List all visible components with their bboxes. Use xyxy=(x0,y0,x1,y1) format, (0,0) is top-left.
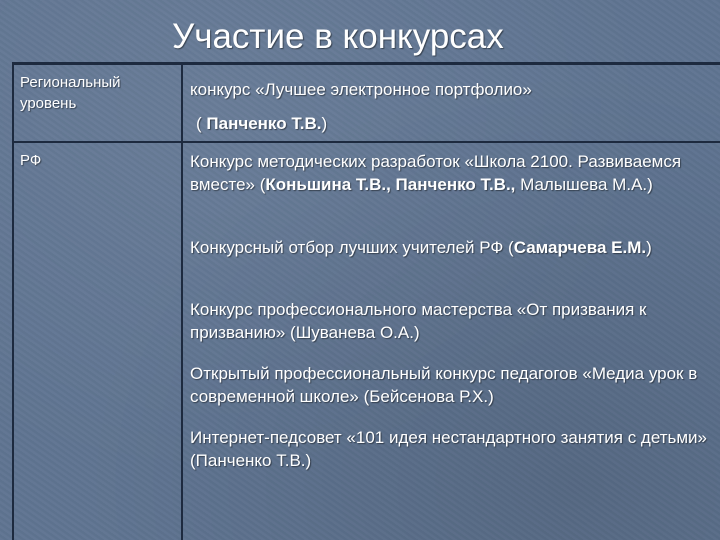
table-border-left xyxy=(12,62,14,540)
entry-methodical-contest xyxy=(190,150,715,196)
entry-best-teachers xyxy=(190,236,715,259)
table-border-top xyxy=(12,62,720,65)
entry-text: ) xyxy=(321,114,328,133)
entry-professional-mastery xyxy=(190,298,715,344)
page-title: Участие в конкурсах xyxy=(172,17,504,56)
entry-media-lesson xyxy=(190,362,715,408)
entry-text: Конкурсный отбор лучших учителей РФ ( xyxy=(190,238,514,257)
entry-text: конкурс «Лучшее электронное портфолио» xyxy=(190,80,532,99)
entry-text: Открытый профессиональный конкурс педагогов «Медиа урок в современной школе» (Бейсенова Р.Х.) xyxy=(190,364,698,406)
participant-name: Самарчева Е.М. xyxy=(513,238,647,257)
entry-internet-council xyxy=(190,426,715,472)
entry-text: Конкурс методических разработок «Школа 2100. Развиваемся вместе» ( xyxy=(190,152,682,194)
entry-regional-contest xyxy=(190,78,715,101)
entry-text: Конкурс профессионального мастерства «От призвания к призванию» (Шуванева О.А.) xyxy=(190,300,647,342)
column-divider xyxy=(181,62,183,540)
participant-name: Панченко Т.В. xyxy=(206,114,322,133)
row-divider xyxy=(12,141,720,143)
entry-text: Малышева М.А.) xyxy=(515,175,653,194)
level-regional: Региональный уровень xyxy=(20,74,121,112)
entry-text: ) xyxy=(646,238,652,257)
level-rf: РФ xyxy=(20,152,42,169)
participant-names: Коньшина Т.В., Панченко Т.В., xyxy=(265,175,516,194)
entry-text: Интернет-педсовет «101 идея нестандартного занятия с детьми» (Панченко Т.В.) xyxy=(190,428,708,470)
entry-text: ( xyxy=(196,114,207,133)
entry-regional-participant xyxy=(196,112,720,135)
